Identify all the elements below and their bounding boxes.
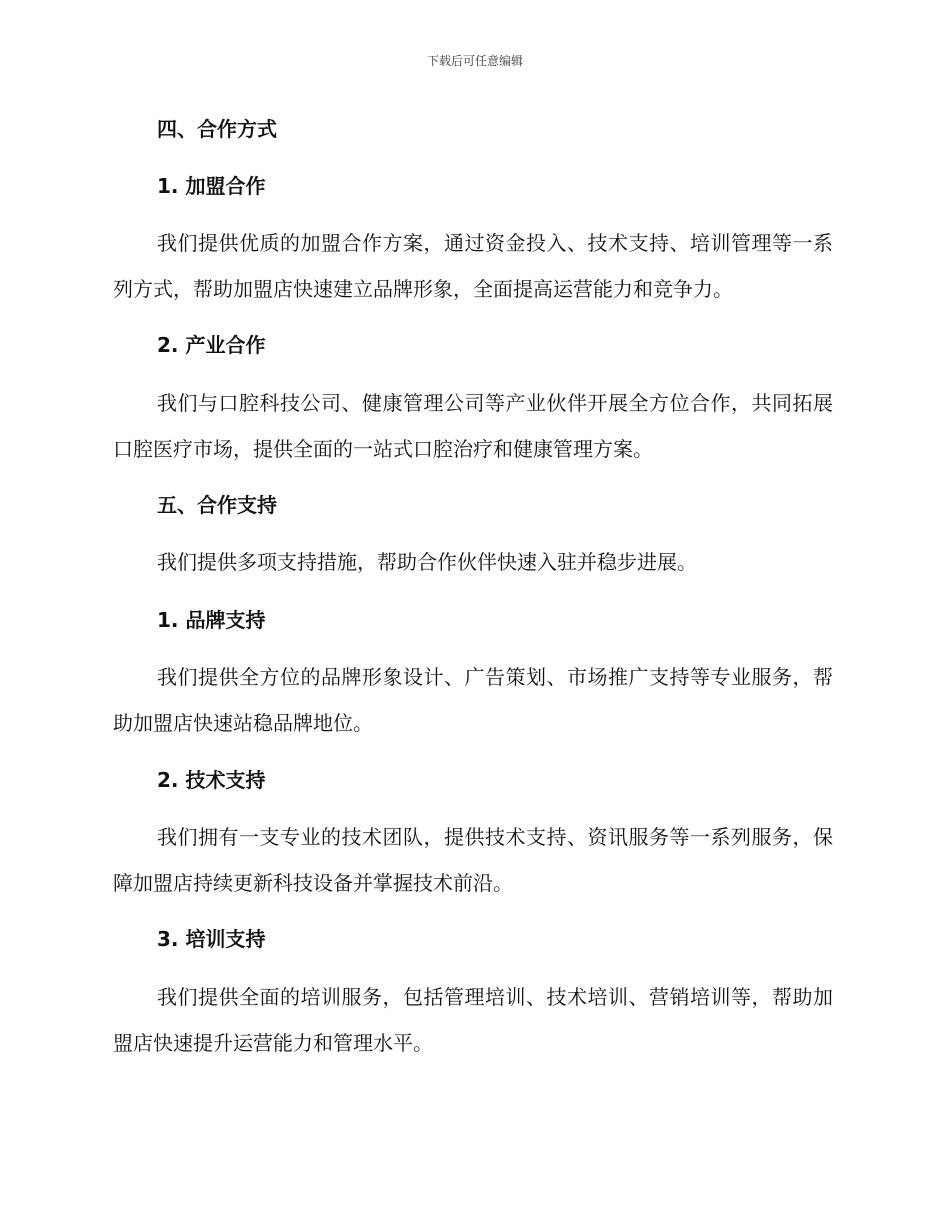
support-tech-title: 2. 技术支持 [157,768,266,792]
section-4-title: 四、合作方式 [157,117,277,141]
section-5-intro: 我们提供多项支持措施，帮助合作伙伴快速入驻并稳步进展。 [157,550,697,574]
subsection-franchise-title: 1. 加盟合作 [157,174,266,198]
support-tech-text: 我们拥有一支专业的技术团队，提供技术支持、资讯服务等一系列服务，保障加盟店持续更新科技设备并掌握技术前沿。 [113,825,833,895]
subsection-industry-title: 2. 产业合作 [157,333,266,357]
section-5-title: 五、合作支持 [157,493,277,517]
support-brand-text: 我们提供全方位的品牌形象设计、广告策划、市场推广支持等专业服务，帮助加盟店快速站稳品牌地位。 [113,665,833,735]
page-header-note: 下载后可任意编辑 [426,54,523,68]
support-brand-title: 1. 品牌支持 [157,608,266,632]
subsection-franchise-text: 我们提供优质的加盟合作方案，通过资金投入、技术支持、培训管理等一系列方式，帮助加盟店快速建立品牌形象，全面提高运营能力和竞争力。 [113,231,833,301]
support-training-text: 我们提供全面的培训服务，包括管理培训、技术培训、营销培训等，帮助加盟店快速提升运营能力和管理水平。 [113,985,833,1055]
subsection-industry-text: 我们与口腔科技公司、健康管理公司等产业伙伴开展全方位合作，共同拓展口腔医疗市场，提供全面的一站式口腔治疗和健康管理方案。 [113,391,833,461]
support-training-title: 3. 培训支持 [157,927,266,951]
